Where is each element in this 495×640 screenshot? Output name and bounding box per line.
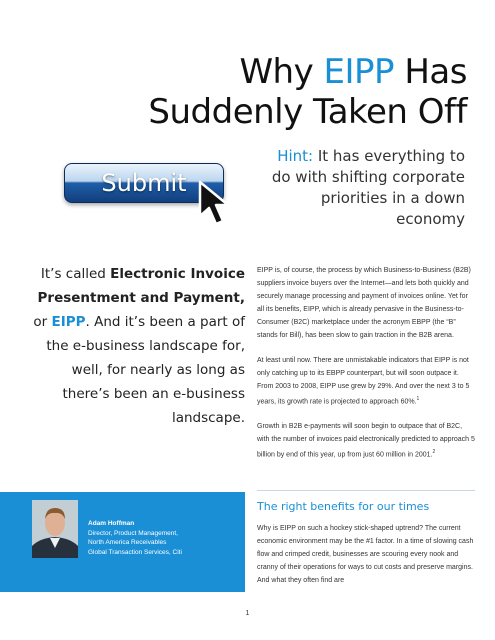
author-role-3: Global Transaction Services, Citi bbox=[88, 548, 182, 556]
hint-callout bbox=[255, 146, 465, 230]
body-paragraph-2 bbox=[257, 354, 475, 408]
body-paragraph-1: EIPP is, of course, the process by which Business-to-Business (B2B) suppliers invoice buyers over the Internet—and lets both quickly and securely manage processing and payment of invoices online. Yet for all its benefits, EIPP, which is already pervasive in the Business-to-Consumer (B2C) marketplace under the acronym EBPP (the “B” stands for Bill), has been slow to gain traction in the B2B arena. bbox=[257, 267, 471, 339]
body2-paragraph-1: Why is EIPP on such a hockey stick-shaped uptrend? The current economic environment may be the #1 factor. In a time of slowing cash flow and crimped credit, businesses are scouring every nook and cranny of their operations for ways to cut costs and preserve margins. And what they often find are bbox=[257, 525, 474, 584]
page-number: 1 bbox=[245, 610, 250, 617]
page-title bbox=[107, 52, 467, 132]
body-paragraph-2-text: At least until now. There are unmistakable indicators that EIPP is not only catching up to its EBPP counterpart, but will soon outpace it. From 2003 to 2008, EIPP use grew by 29%. And over the next 3 to 5 years, its growth rate is projected to approach 60%. bbox=[257, 357, 470, 406]
title-text-end: Has bbox=[394, 52, 467, 92]
footnote-1: 1 bbox=[416, 396, 420, 402]
author-role-1: Director, Product Management, bbox=[88, 529, 178, 537]
title-line2: Suddenly Taken Off bbox=[148, 92, 467, 132]
intro-text-2: or bbox=[33, 314, 52, 330]
body-paragraph-3 bbox=[257, 420, 475, 461]
intro-paragraph bbox=[24, 262, 245, 430]
body-column-2 bbox=[257, 522, 475, 587]
hint-text: It has everything to do with shifting corporate priorities in a down economy bbox=[271, 147, 465, 228]
intro-bold: Electronic Invoice Presentment and Payment, bbox=[37, 266, 245, 306]
submit-label: Submit bbox=[101, 169, 187, 197]
intro-text-3: . And it’s been a part of the e-business landscape for, well, for nearly as long as there’s been an e-business landscape. bbox=[46, 314, 245, 426]
section-heading: The right benefits for our times bbox=[257, 500, 430, 513]
body-column bbox=[257, 264, 475, 474]
author-info bbox=[88, 519, 238, 557]
author-photo bbox=[32, 500, 78, 558]
mouse-cursor-icon bbox=[196, 180, 236, 226]
hint-label: Hint: bbox=[277, 147, 314, 165]
body-paragraph-3-text: Growth in B2B e-payments will soon begin to outpace that of B2C, with the number of invoices paid electronically predicted to approach 5 billion by end of this year, up from just 60 million in 2001. bbox=[257, 423, 475, 459]
title-accent: EIPP bbox=[323, 52, 395, 92]
title-text: Why bbox=[239, 52, 324, 92]
author-name: Adam Hoffman bbox=[88, 520, 135, 527]
author-box bbox=[0, 492, 245, 592]
author-role-2: North America Receivables bbox=[88, 539, 167, 546]
intro-acronym: EIPP bbox=[51, 314, 86, 330]
author-portrait-icon bbox=[32, 500, 78, 558]
footnote-2: 2 bbox=[432, 449, 436, 456]
section-divider bbox=[257, 490, 475, 491]
intro-text: It’s called bbox=[40, 266, 111, 282]
